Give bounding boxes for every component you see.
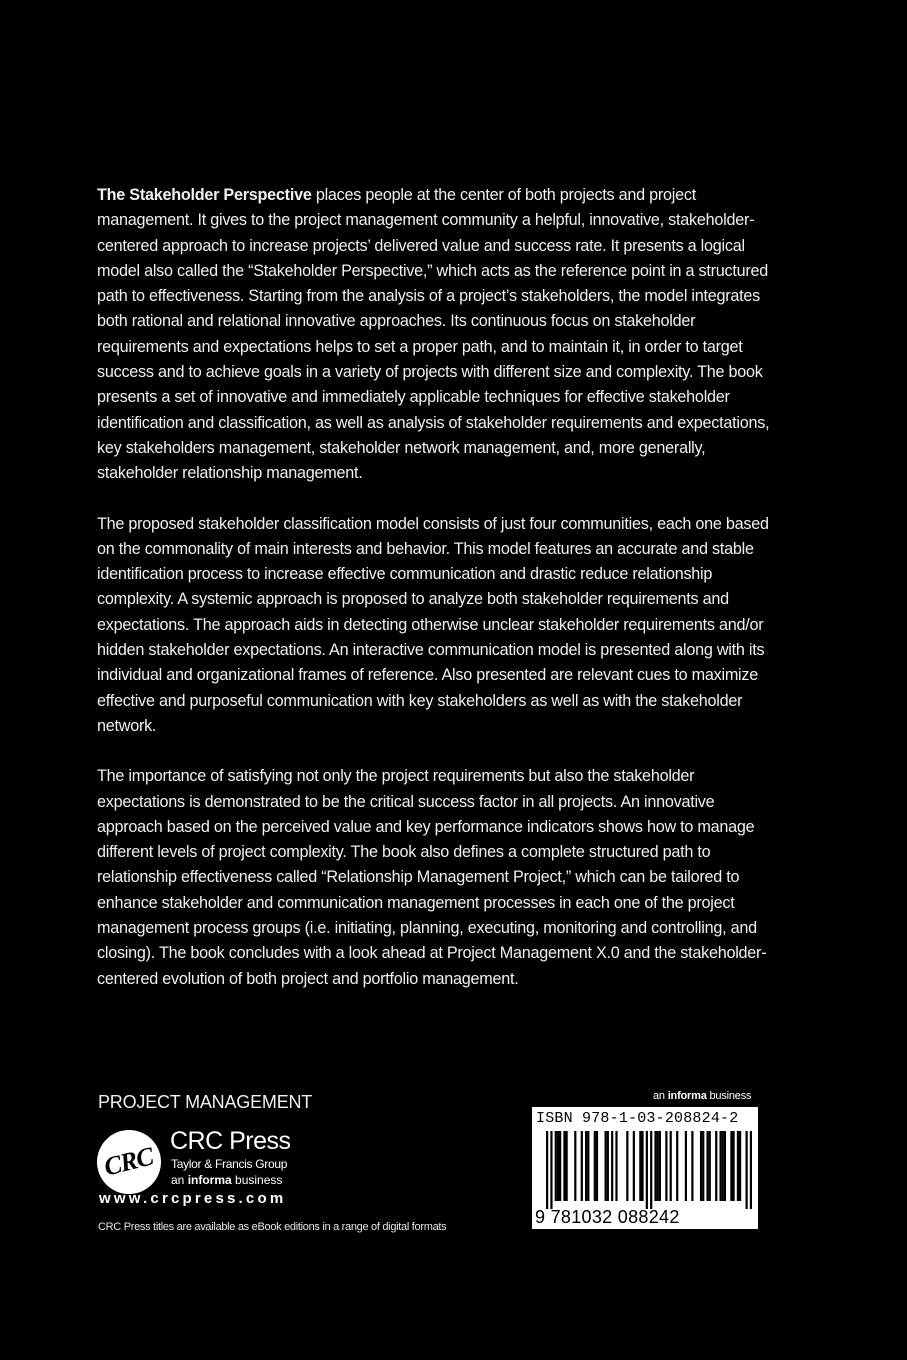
barcode-digits: 9 781032 088242 <box>535 1207 680 1227</box>
description-paragraph-3: The importance of satisfying not only the project requirements but also the stakeholder expectations is demonstrated to be the critical success factor in all projects. An innovative approach based on the perceived value and key performance indicators shows how to manage different levels of project complexity. The book also defines a complete structured path to relationship effectiveness called “Relationship Management Project,” which can be tailored to enhance stakeholder and communication management processes in each one of the project management process groups (i.e. initiating, planning, executing, monitoring and controlling, and closing). The book concludes with a look ahead at Project Management X.0 and the stakeholder-centered evolution of both project and portfolio management. <box>97 767 767 988</box>
barcode-bar <box>659 1131 661 1201</box>
barcode-bar <box>646 1131 648 1209</box>
barcode-bar <box>732 1131 734 1201</box>
barcode-bar <box>700 1131 702 1201</box>
barcode-bar <box>685 1131 687 1201</box>
barcode-bar <box>719 1131 721 1201</box>
barcode-bar <box>724 1131 726 1201</box>
barcode-bar <box>709 1131 711 1201</box>
barcode-bar <box>615 1131 617 1201</box>
barcode-bar <box>715 1131 717 1201</box>
crc-logo-text: CRC <box>101 1141 157 1182</box>
barcode-bar <box>596 1131 598 1201</box>
description-paragraph-1-text: places people at the center of both projects and project management. It gives to the project management community a helpful, innovative, stakeholder-centered approach to increase projects’ delivered value and success rate. It presents a logical model also called the “Stakeholder Perspective,” which acts as the reference point in a structured path to effectiveness. Starting from the analysis of a project’s stakeholders, the model integrates both rational and relational innovative approaches. Its continuous focus on stakeholder requirements and expectations helps to set a proper path, and to maintain it, in order to target success and to achieve goals in a variety of projects with different size and complexity. The book presents a set of innovative and immediately applicable techniques for effective stakeholder identification and classification, as well as analysis of stakeholder requirements and expectations, key stakeholders management, stakeholder network management, and, more generally, stakeholder relationship management. <box>97 186 770 483</box>
publisher-group: Taylor & Francis Group <box>171 1157 288 1171</box>
isbn-barcode <box>532 1107 758 1229</box>
barcode-bar <box>557 1131 559 1201</box>
barcode-bar <box>730 1131 732 1201</box>
barcode-bar <box>633 1131 635 1201</box>
barcode-bar <box>657 1131 659 1201</box>
isbn-label: ISBN 978-1-03-208824-2 <box>536 1110 739 1127</box>
barcode-bar <box>750 1131 752 1209</box>
description-paragraph-2: The proposed stakeholder classification model consists of just four communities, each one based on the commonality of main interests and behavior. This model features an accurate and stable identification process to increase effective communication and drastic reduce relationship complexity. A systemic approach is proposed to analyze both stakeholder requirements and expectations. The approach aids in detecting otherwise unclear stakeholder requirements and/or hidden stakeholder expectations. An interactive communication model is presented along with its individual and organizational frames of reference. Also presented are relevant cues to maximize effective and purposeful communication with key stakeholders as well as with the stakeholder network. <box>97 514 769 735</box>
barcode-bar <box>555 1131 557 1201</box>
barcode-bar <box>650 1131 652 1209</box>
barcode-bar <box>594 1131 596 1201</box>
barcode-bar <box>706 1131 708 1201</box>
barcode-bar <box>581 1131 583 1201</box>
publisher-website-link[interactable]: www.crcpress.com <box>99 1190 287 1207</box>
barcode-bar <box>587 1131 589 1201</box>
barcode-bar <box>626 1131 628 1201</box>
barcode-bar <box>585 1131 587 1201</box>
barcode-bar <box>737 1131 739 1201</box>
barcode-bar <box>563 1131 565 1201</box>
barcode-bar <box>654 1131 656 1201</box>
back-cover-description <box>97 183 777 1017</box>
barcode-bar <box>665 1131 667 1201</box>
barcode-bar <box>739 1131 741 1201</box>
barcode-bar <box>676 1131 678 1201</box>
barcode-bar <box>702 1131 704 1201</box>
description-paragraph-1 <box>97 183 777 487</box>
informa-business-label: an informa business <box>653 1090 752 1102</box>
ebook-note: CRC Press titles are available as eBook editions in a range of digital formats <box>98 1221 447 1233</box>
barcode-bar <box>722 1131 724 1201</box>
barcode-bar <box>745 1131 747 1209</box>
barcode-bar <box>641 1131 643 1201</box>
barcode-bar <box>607 1131 609 1201</box>
barcode-bar <box>691 1131 693 1201</box>
barcode-bar <box>550 1131 552 1209</box>
barcode-bar <box>605 1131 607 1201</box>
crc-logo-icon <box>97 1130 161 1194</box>
barcode-bar <box>670 1131 672 1201</box>
book-title-lead: The Stakeholder Perspective <box>97 186 312 204</box>
barcode-bar <box>574 1131 576 1201</box>
subject-category: PROJECT MANAGEMENT <box>98 1092 313 1112</box>
barcode-bar <box>639 1131 641 1201</box>
barcode-bar <box>546 1131 548 1209</box>
publisher-business-line: an informa business <box>171 1173 283 1187</box>
barcode-bar <box>611 1131 613 1201</box>
barcode-bar <box>559 1131 561 1201</box>
barcode-bar <box>566 1131 568 1201</box>
barcode-bars <box>546 1131 752 1209</box>
publisher-name: CRC Press <box>170 1127 291 1155</box>
